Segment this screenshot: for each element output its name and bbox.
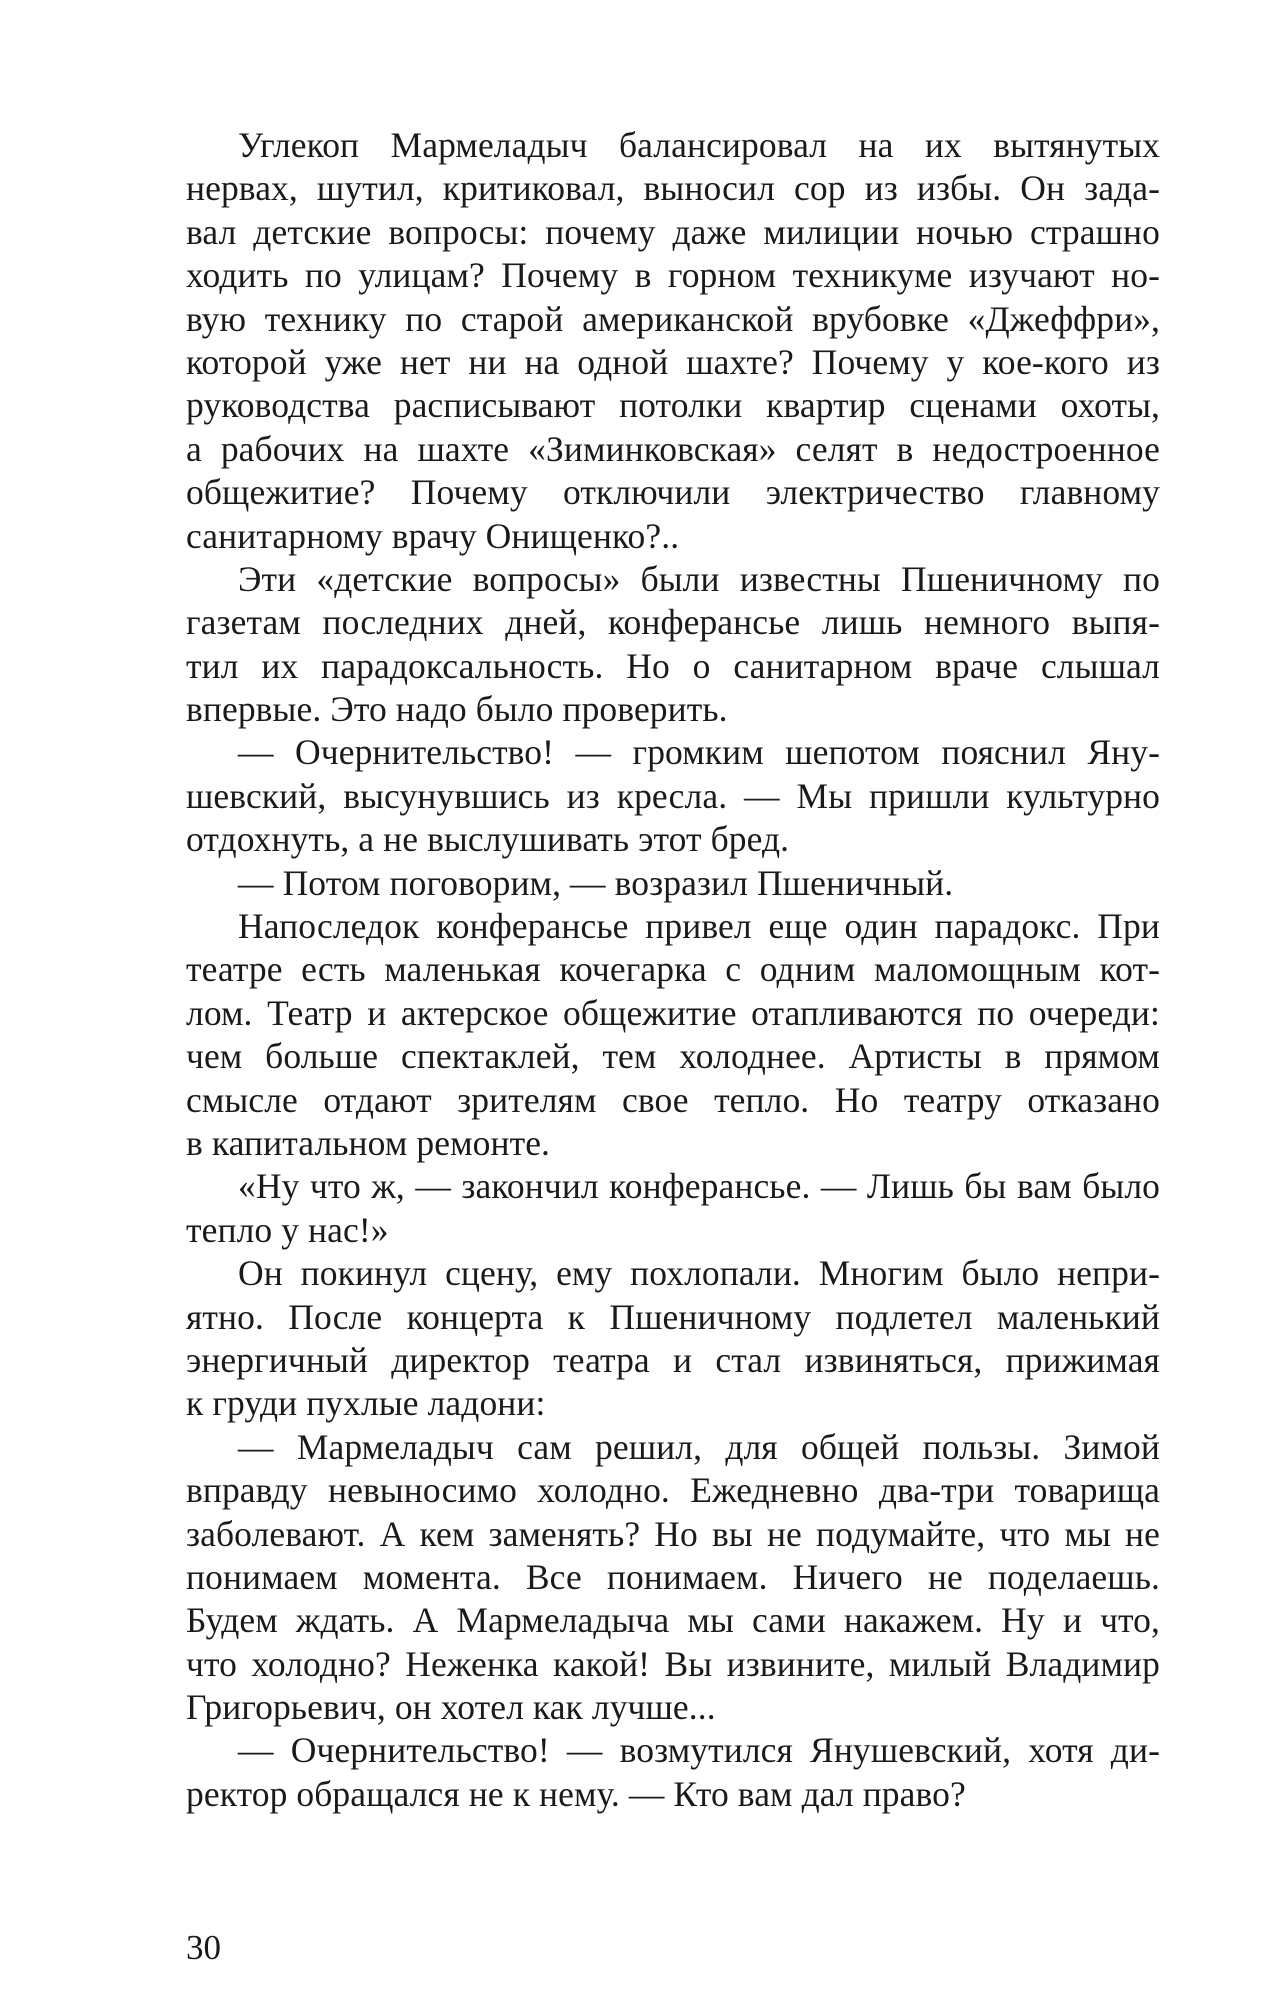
text-line: — Очернительство! — громким шепотом пояснил Яну-: [238, 732, 1160, 773]
text-line: тил их парадоксальность. Но о санитарном враче слышал: [186, 645, 1160, 686]
text-line: руководства расписывают потолки квартир сценами охоты,: [186, 385, 1160, 426]
text-line: лом. Театр и актерское общежитие отапливаются по очереди:: [186, 992, 1160, 1033]
text-line: в капитальном ремонте.: [186, 1122, 551, 1163]
text-line: общежитие? Почему отключили электричество главному: [186, 472, 1160, 513]
text-line: смысле отдают зрителям свое тепло. Но театру отказано: [186, 1079, 1160, 1120]
text-line: к груди пухлые ладони:: [186, 1383, 546, 1424]
text-line: Будем ждать. А Мармеладыча мы сами накажем. Ну и что,: [186, 1600, 1160, 1641]
text-line: — Потом поговорим, — возразил Пшеничный.: [238, 862, 954, 903]
text-line: Углекоп Мармеладыч балансировал на их вытянутых: [238, 125, 1160, 165]
text-line: нервах, шутил, критиковал, выносил сор из избы. Он зада-: [186, 168, 1160, 209]
text-line: Эти «детские вопросы» были известны Пшеничному по: [238, 558, 1160, 599]
text-line: ходить по улицам? Почему в горном техникуме изучают но-: [186, 255, 1160, 296]
text-line: энергичный директор театра и стал извиняться, прижимая: [186, 1339, 1160, 1380]
text-line: — Мармеладыч сам решил, для общей пользы. Зимой: [238, 1426, 1160, 1467]
text-line: Он покинул сцену, ему похлопали. Многим было непри-: [238, 1253, 1160, 1294]
text-line: Григорьевич, он хотел как лучше...: [186, 1687, 716, 1728]
text-line: которой уже нет ни на одной шахте? Почему у кое-кого из: [186, 341, 1160, 382]
text-line: отдохнуть, а не выслушивать этот бред.: [186, 819, 790, 860]
text-line: вправду невыносимо холодно. Ежедневно два-три товарища: [186, 1470, 1160, 1511]
text-line: Напоследок конферансье привел еще один парадокс. При: [238, 906, 1160, 947]
text-line: понимаем момента. Все понимаем. Ничего не поделаешь.: [186, 1556, 1160, 1597]
text-line: санитарному врачу Онищенко?..: [186, 515, 680, 556]
text-line: а рабочих на шахте «Зиминковская» селят в недостроенное: [186, 428, 1160, 469]
text-line: ректор обращался не к нему. — Кто вам дал право?: [186, 1773, 966, 1814]
text-line: газетам последних дней, конферансье лишь немного выпя-: [186, 602, 1160, 643]
text-line: вую технику по старой американской врубовке «Джеффри»,: [186, 298, 1160, 339]
text-line: чем больше спектаклей, тем холоднее. Артисты в прямом: [186, 1036, 1160, 1077]
text-line: тепло у нас!»: [186, 1209, 389, 1250]
page-number: 30: [186, 1928, 221, 1967]
text-line: впервые. Это надо было проверить.: [186, 689, 728, 730]
text-line: что холодно? Неженка какой! Вы извините, милый Владимир: [186, 1643, 1160, 1684]
body-text: [186, 124, 1160, 1816]
text-line: шевский, высунувшись из кресла. — Мы пришли культурно: [186, 775, 1160, 816]
text-line: «Ну что ж, — закончил конферансье. — Лишь бы вам было: [238, 1166, 1160, 1207]
text-line: вал детские вопросы: почему даже милиции ночью страшно: [186, 211, 1160, 252]
text-line: заболевают. А кем заменять? Но вы не подумайте, что мы не: [186, 1513, 1160, 1554]
text-line: — Очернительство! — возмутился Янушевский, хотя ди-: [238, 1730, 1160, 1771]
text-line: ятно. После концерта к Пшеничному подлетел маленький: [186, 1296, 1160, 1337]
text-line: театре есть маленькая кочегарка с одним маломощным кот-: [186, 949, 1160, 990]
